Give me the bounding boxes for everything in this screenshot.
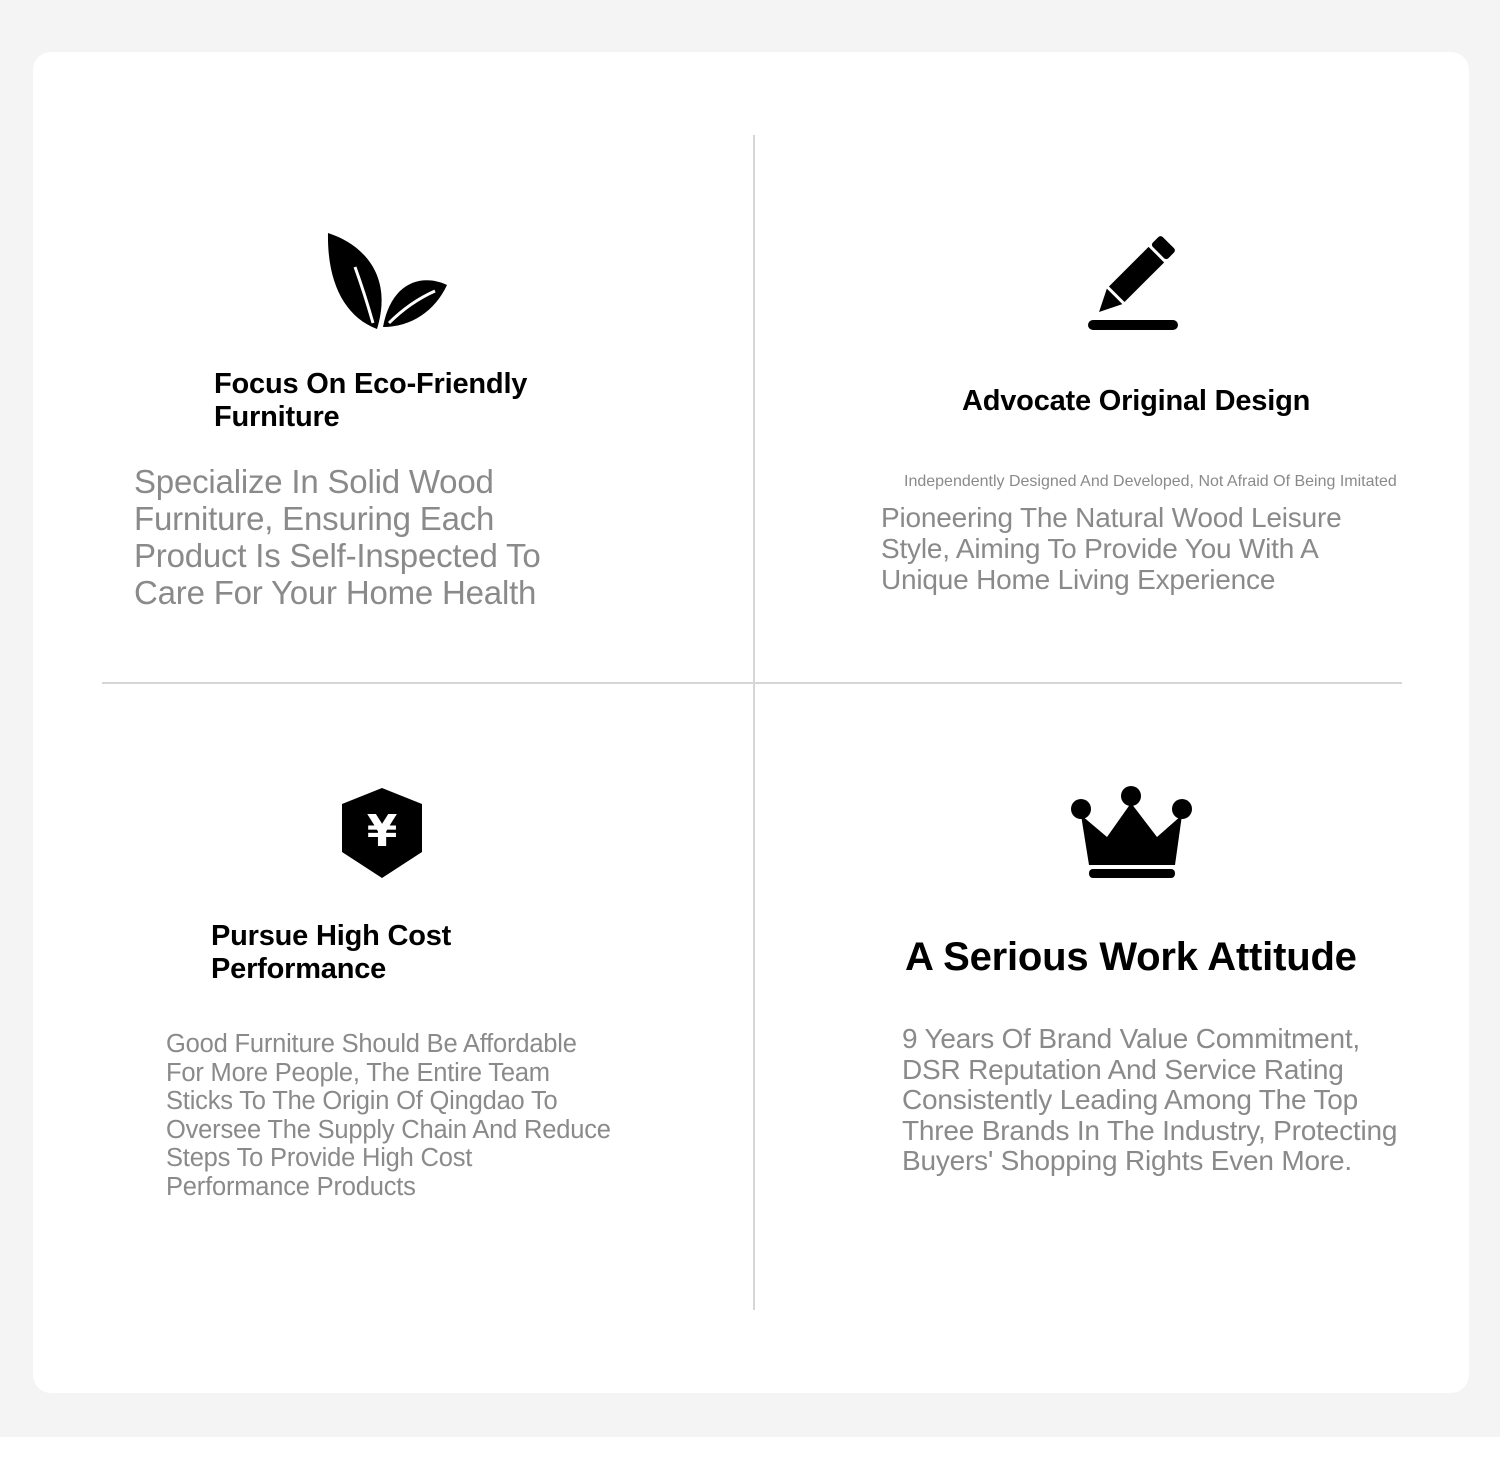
leaf-icon	[325, 233, 449, 331]
feature-title-design: Advocate Original Design	[962, 385, 1311, 417]
yen-shield-icon	[340, 786, 424, 880]
yen-symbol: ¥	[366, 806, 398, 857]
feature-description-design: Pioneering The Natural Wood Leisure Style, Aiming To Provide You With A Unique Home Living Experience	[881, 502, 1342, 595]
feature-title-cost: Pursue High Cost Performance	[211, 920, 452, 985]
feature-title-attitude: A Serious Work Attitude	[905, 935, 1357, 979]
horizontal-divider	[102, 682, 1402, 684]
pencil-icon	[1086, 234, 1180, 332]
page-bottom-strip	[0, 1437, 1500, 1468]
vertical-divider	[753, 135, 755, 1310]
feature-description-attitude: 9 Years Of Brand Value Commitment, DSR Reputation And Service Rating Consistently Leading Among The Top Three Brands In The Industry, Protecting Buyers' Shopping Rights Even More.	[902, 1023, 1398, 1177]
crown-icon	[1069, 785, 1195, 881]
feature-caption-design: Independently Designed And Developed, Not Afraid Of Being Imitated	[904, 473, 1397, 490]
feature-description-eco: Specialize In Solid Wood Furniture, Ensuring Each Product Is Self-Inspected To Care For Your Home Health	[134, 463, 541, 611]
feature-description-cost: Good Furniture Should Be Affordable For More People, The Entire Team Sticks To The Origin Of Qingdao To Oversee The Supply Chain And Reduce Steps To Provide High Cost Performance Products	[166, 1030, 611, 1201]
feature-title-eco: Focus On Eco-Friendly Furniture	[214, 368, 528, 433]
